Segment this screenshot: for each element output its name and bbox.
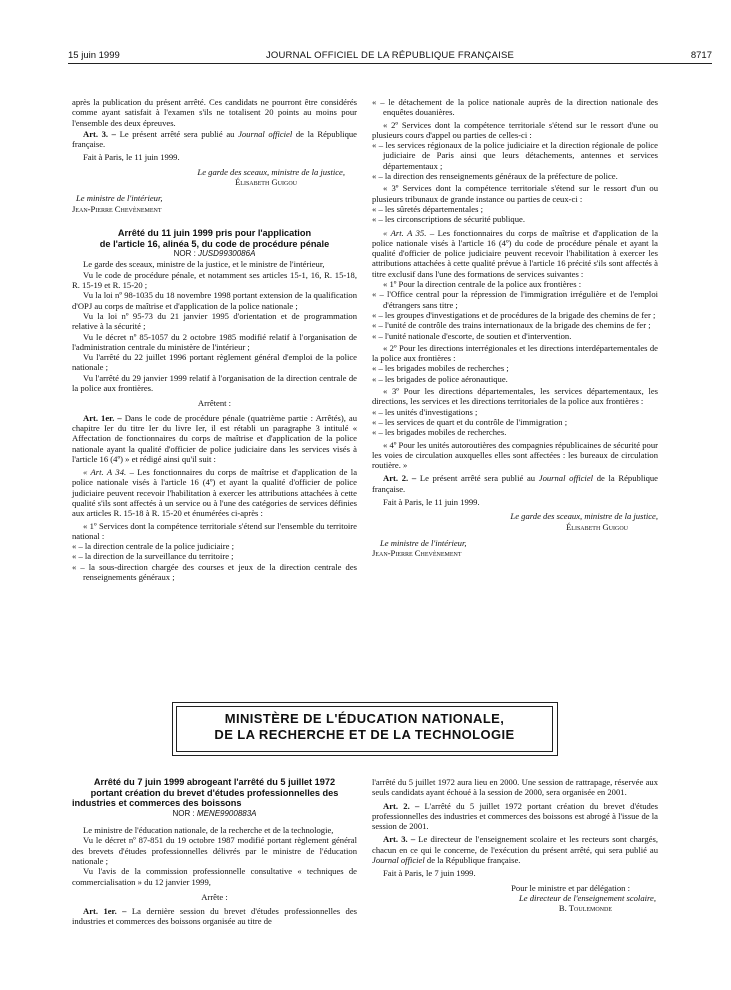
- signature-title: Le garde des sceaux, ministre de la justice,: [510, 511, 658, 522]
- nor-reference: NOR : MENE9900883A: [172, 808, 257, 818]
- list-item: « – la sous-direction chargée des courses et jeux de la direction centrale des renseignements généraux ;: [72, 561, 357, 583]
- header-date: 15 juin 1999: [68, 50, 120, 61]
- visa: Vu l'arrêté du 29 janvier 1999 relatif à l'organisation de la direction centrale de la police aux frontières.: [72, 372, 357, 394]
- visa: Vu l'avis de la commission professionnelle consultative « techniques de commercialisation » du 12 janvier 1999,: [72, 866, 357, 887]
- article-1: Art. 1er. – Dans le code de procédure pénale (quatrième partie : Arrêtés), au chapitre Ier du titre Ier du livre Ier, il est rétabli un paragraphe 3 intitulé « Affectation de fonctionnaires du corps de maîtrise et d'application de la police nationale ayant la qualité d'officier de police judiciaire dans les services visés à l'article 16 (4º) » et rédigé ainsi qu'il suit :: [72, 412, 357, 464]
- article-2: Art. 2. – Le présent arrêté sera publié au Journal officiel de la République française.: [372, 473, 658, 494]
- signature-name: Élisabeth Guigou: [235, 177, 297, 188]
- article-a35: « Art. A 35. – Les fonctionnaires du corps de maîtrise et d'application de la police nationale visés à l'article 16 (4º) du code de procédure pénale et ayant la qualité d'officier de police judiciaire peuvent recevoir l'habilitation à exercer les attributions attachées à cette qualité prévue à l'article 16 précité s'ils sont affectés à titre exclusif dans l'une des formations de services suivantes :: [372, 227, 659, 279]
- delegation-line: Pour le ministre et par délégation :: [511, 882, 630, 893]
- formation-category: « 1º Pour la direction centrale de la police aux frontières :: [383, 279, 582, 290]
- header-rule: [68, 63, 712, 64]
- left-column-top: [72, 97, 357, 582]
- service-category: « 2º Services dont la compétence territoriale s'étend sur le ressort d'une ou plusieurs cours d'appel ou parties de celles-ci :: [372, 119, 658, 140]
- paragraph: l'arrêté du 5 juillet 1972 aura lieu en 2000. Une session de rattrapage, réservée aux seuls candidats ayant échoué à la session de 2000, sera organisée en 2001.: [372, 777, 658, 798]
- fait-a-paris: Fait à Paris, le 11 juin 1999.: [383, 496, 480, 507]
- formation-category: « 4º Pour les unités autoroutières des compagnies républicaines de sécurité pour les voies de circulation auxquelles elles sont affectées : les bureaux de circulation routière. »: [372, 439, 658, 471]
- service-category: « 1º Services dont la compétence territoriale s'étend sur l'ensemble du territoire national :: [72, 520, 357, 541]
- article-3: Art. 3. – Le présent arrêté sera publié au Journal officiel de la République française.: [72, 128, 358, 150]
- list-item: « – la direction des renseignements généraux de la préfecture de police.: [372, 171, 618, 182]
- list-item: « – le détachement de la police nationale auprès de la direction nationale des enquêtes douanières.: [372, 97, 658, 118]
- visa: Vu le décret nº 87-851 du 19 octobre 1987 modifié portant règlement général des brevets d'études professionnelles délivrés par le ministre de l'éducation nationale ;: [72, 835, 357, 866]
- visa: Vu la loi nº 98-1035 du 18 novembre 1998 portant extension de la qualification d'OPJ au corps de maîtrise et d'application de la police nationale ;: [72, 290, 357, 311]
- arrete-title: Arrêté du 11 juin 1999 pris pour l'application de l'article 16, alinéa 5, du code de procédure pénale: [99, 227, 330, 249]
- list-item: « – les circonscriptions de sécurité publique.: [372, 214, 525, 225]
- visa: Vu l'arrêté du 22 juillet 1996 portant règlement général d'emploi de la police nationale ;: [72, 352, 357, 373]
- paragraph: après la publication du présent arrêté. Ces candidats ne pourront être considérés comme ayant satisfait à l'examen s'ils ne totalisent 20 points au moins pour l'ensemble des deux épreuves.: [72, 97, 357, 128]
- visa: Vu la loi nº 95-73 du 21 janvier 1995 d'orientation et de programmation relative à la sécurité ;: [72, 310, 357, 332]
- list-item: « – les sûretés départementales ;: [372, 203, 483, 214]
- article-1: Art. 1er. – La dernière session du brevet d'études professionnelles des industries et commerces des boissons organisée au titre de: [72, 906, 357, 927]
- signature-title: Le ministre de l'intérieur,: [76, 193, 163, 204]
- signature-name: Jean-Pierre Chevènement: [372, 548, 462, 559]
- ministry-heading-box: [176, 706, 553, 752]
- list-item: « – les services de quart et du contrôle de l'immigration ;: [372, 416, 568, 427]
- signature-name: Élisabeth Guigou: [566, 521, 628, 532]
- list-item: « – les brigades mobiles de recherches ;: [372, 363, 509, 374]
- visa: Le ministre de l'éducation nationale, de la recherche et de la technologie,: [83, 825, 334, 836]
- list-item: « – les unités d'investigations ;: [372, 406, 478, 417]
- signature-title: Le garde des sceaux, ministre de la justice,: [197, 166, 345, 177]
- header-journal-title: JOURNAL OFFICIEL DE LA RÉPUBLIQUE FRANÇAISE: [265, 50, 515, 61]
- page-header: [68, 50, 712, 62]
- list-item: « – la direction de la surveillance du territoire ;: [72, 551, 234, 562]
- formation-category: « 3º Pour les directions départementales, les services départementaux, les directions, les services et les directions territoriales de la police aux frontières :: [372, 386, 658, 407]
- header-page-number: 8717: [690, 50, 712, 61]
- ministry-heading-line: DE LA RECHERCHE ET DE LA TECHNOLOGIE: [214, 726, 515, 742]
- right-column-top: [372, 97, 658, 558]
- signature-name: Jean-Pierre Chevènement: [72, 203, 162, 214]
- list-item: « – l'unité nationale d'escorte, de soutien et d'intervention.: [372, 330, 572, 341]
- signature-title: Le ministre de l'intérieur,: [380, 537, 467, 548]
- fait-a-paris: Fait à Paris, le 11 juin 1999.: [83, 152, 180, 163]
- signature-title: Le directeur de l'enseignement scolaire,: [519, 892, 656, 903]
- nor-reference: NOR : JUSD9930086A: [173, 249, 256, 259]
- service-category: « 3º Services dont la compétence territoriale s'étend sur le ressort d'un ou plusieurs tribunaux de grande instance ou parties de ceux-ci :: [372, 183, 658, 204]
- formation-category: « 2º Pour les directions interrégionales et les directions interdépartementales de la police aux frontières :: [372, 342, 658, 364]
- article-3: Art. 3. – Le directeur de l'enseignement scolaire et les recteurs sont chargés, chacun en ce qui le concerne, de l'exécution du présent arrêté, qui sera publié au Journal officiel de la République française.: [372, 834, 658, 866]
- visa: Le garde des sceaux, ministre de la justice, et le ministre de l'intérieur,: [83, 259, 325, 270]
- fait-a-paris: Fait à Paris, le 7 juin 1999.: [383, 868, 476, 879]
- ministry-heading-line: MINISTÈRE DE L'ÉDUCATION NATIONALE,: [224, 711, 505, 726]
- article-a34: « Art. A 34. – Les fonctionnaires du corps de maîtrise et d'application de la police nationale visés à l'article 16 (4º) et ayant la qualité d'officier de police judiciaire peuvent recevoir l'habilitation à exercer les attributions attachées à cette qualité s'ils sont affectés à un service ou à l'une des catégories de services définies aux articles R. 15-18 à R. 15-20 et énumérées ci-après :: [72, 467, 358, 519]
- left-column-bottom: [72, 777, 357, 927]
- list-item: « – les brigades mobiles de recherches.: [372, 427, 507, 438]
- arrete-heading: Arrête :: [201, 891, 228, 902]
- list-item: « – les brigades de police aéronautique.: [372, 373, 508, 384]
- visa: Vu le code de procédure pénale, et notamment ses articles 15-1, 16, R. 15-18, R. 15-19 et R. 15-20 ;: [72, 269, 357, 291]
- list-item: « – les groupes d'investigations et de procédures de la brigade des chemins de fer ;: [372, 309, 656, 320]
- article-2: Art. 2. – L'arrêté du 5 juillet 1972 portant création du brevet d'études professionnelles des industries et commerces des boissons est abrogé à l'issue de la session de 2001.: [372, 800, 658, 832]
- arrete-title: Arrêté du 7 juin 1999 abrogeant l'arrêté du 5 juillet 1972 portant création du brevet d'études professionnelles des industries et commerces des boissons: [72, 777, 339, 809]
- list-item: « – la direction centrale de la police judiciaire ;: [72, 541, 235, 552]
- list-item: « – les services régionaux de la police judiciaire et la direction régionale de police judiciaire de Paris ainsi que leurs détachements, antennes et services départementaux ;: [372, 140, 658, 171]
- list-item: « – l'Office central pour la répression de l'immigration irrégulière et de l'emploi d'étrangers sans titre ;: [372, 289, 658, 310]
- signature-name: B. Toulemonde: [558, 903, 612, 914]
- visa: Vu le décret nº 85-1057 du 2 octobre 1985 modifié relatif à l'organisation de l'administration centrale du ministère de l'intérieur ;: [72, 331, 357, 352]
- list-item: « – l'unité de contrôle des trains internationaux de la brigade des chemins de fer ;: [372, 320, 651, 331]
- right-column-bottom: [372, 777, 658, 914]
- arretent-heading: Arrêtent :: [197, 398, 232, 409]
